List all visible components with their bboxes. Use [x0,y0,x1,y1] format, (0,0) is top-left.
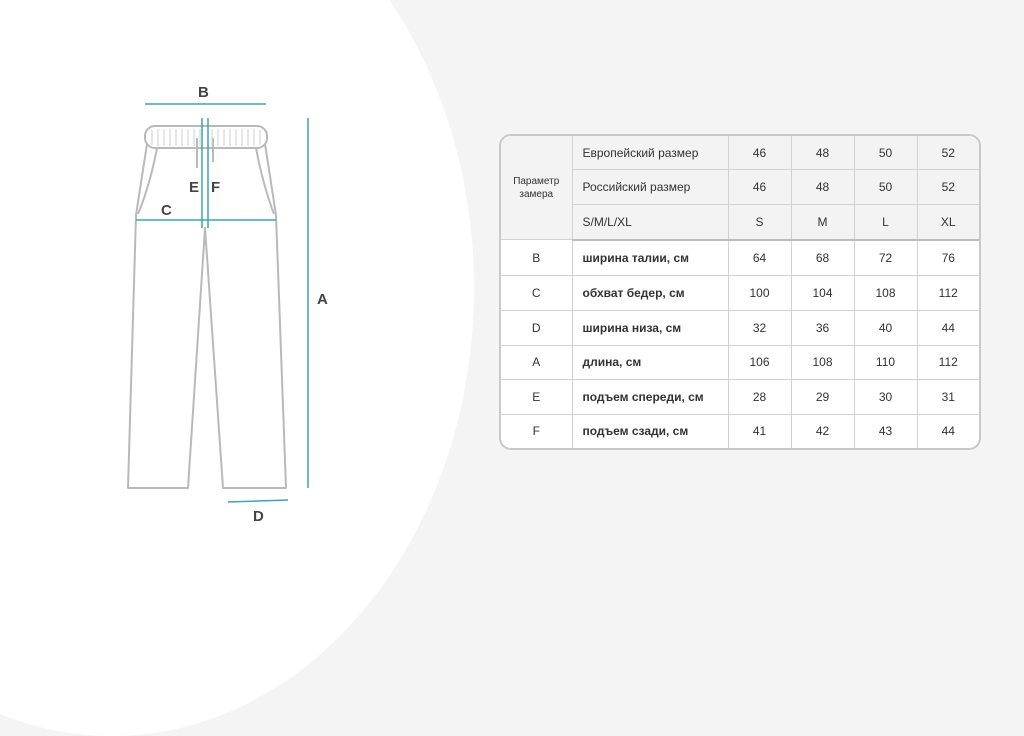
header-value: 46 [728,136,791,170]
value-cell: 44 [917,310,979,345]
value-cell: 29 [791,380,854,415]
header-label-ru: Российский размер [572,170,728,205]
table-row [501,414,979,448]
value-cell: 110 [854,345,917,380]
value-cell: 36 [791,310,854,345]
label-b: B [198,84,209,101]
value-cell: 100 [728,276,791,311]
value-cell: 32 [728,310,791,345]
pants-diagram [0,0,480,576]
header-value: 50 [854,136,917,170]
table-row [501,276,979,311]
label-d: D [253,508,264,525]
label-c: C [161,202,172,219]
measure-d-line [228,500,288,502]
value-cell: 41 [728,414,791,448]
value-cell: 68 [791,240,854,276]
header-value: 48 [791,170,854,205]
param-cell: F [501,414,572,448]
label-f: F [211,179,221,196]
header-value: M [791,204,854,240]
header-value: 50 [854,170,917,205]
waistband-ribbing [152,129,260,146]
param-cell: B [501,240,572,276]
header-value: L [854,204,917,240]
header-row-ru [501,170,979,205]
value-cell: 112 [917,276,979,311]
value-cell: 104 [791,276,854,311]
measure-label: длина, см [572,345,728,380]
value-cell: 40 [854,310,917,345]
label-e: E [189,179,200,196]
header-value: XL [917,204,979,240]
value-cell: 28 [728,380,791,415]
value-cell: 112 [917,345,979,380]
header-value: 46 [728,170,791,205]
header-value: 52 [917,136,979,170]
table-row [501,310,979,345]
measure-label: подъем спереди, см [572,380,728,415]
value-cell: 106 [728,345,791,380]
value-cell: 76 [917,240,979,276]
size-table [499,134,981,450]
header-label-letter: S/M/L/XL [572,204,728,240]
value-cell: 43 [854,414,917,448]
header-label-eu: Европейский размер [572,136,728,170]
header-value: S [728,204,791,240]
value-cell: 30 [854,380,917,415]
measure-label: ширина низа, см [572,310,728,345]
table-row [501,240,979,276]
header-value: 48 [791,136,854,170]
measure-label: подъем сзади, см [572,414,728,448]
param-cell: E [501,380,572,415]
value-cell: 72 [854,240,917,276]
table-row [501,345,979,380]
header-row-letter [501,204,979,240]
value-cell: 44 [917,414,979,448]
value-cell: 42 [791,414,854,448]
param-header-cell: Параметр замера [501,136,572,240]
measure-lines [136,104,308,502]
header-value: 52 [917,170,979,205]
param-cell: C [501,276,572,311]
value-cell: 108 [854,276,917,311]
label-a: A [317,291,328,308]
table-row [501,380,979,415]
param-cell: D [501,310,572,345]
param-cell: A [501,345,572,380]
value-cell: 108 [791,345,854,380]
value-cell: 64 [728,240,791,276]
header-row-eu [501,136,979,170]
value-cell: 31 [917,380,979,415]
pants-outline [128,126,286,488]
measure-label: обхват бедер, см [572,276,728,311]
measure-label: ширина талии, см [572,240,728,276]
